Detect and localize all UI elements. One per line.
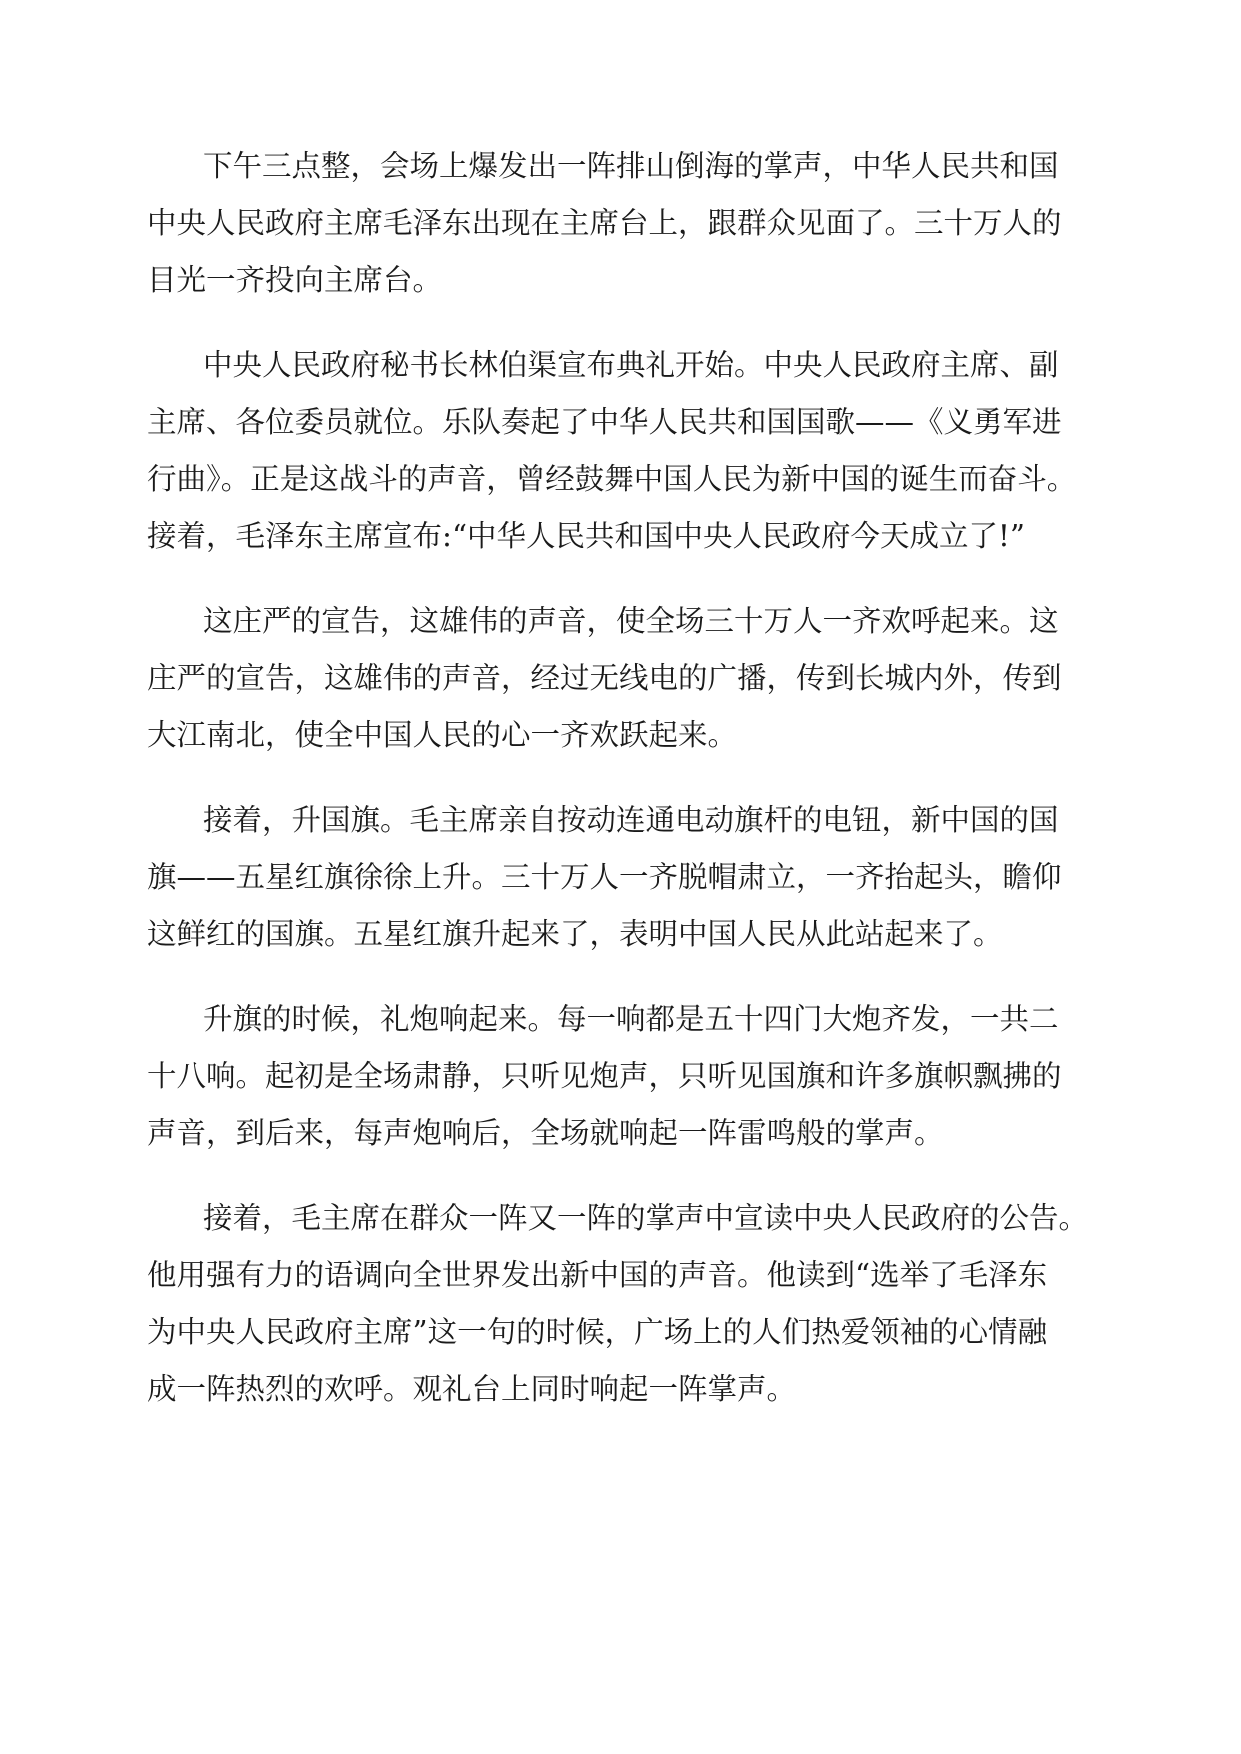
paragraph-6-line-3: 为中央人民政府主席”这一句的时候，广场上的人们热爱领袖的心情融	[147, 1315, 1048, 1349]
paragraph-6-line-4: 成一阵热烈的欢呼。观礼台上同时响起一阵掌声。	[147, 1372, 797, 1406]
paragraph-1-line-1: 下午三点整，会场上爆发出一阵排山倒海的掌声，中华人民共和国	[203, 149, 1059, 183]
paragraph-2-line-3: 行曲》。正是这战斗的声音，曾经鼓舞中国人民为新中国的诞生而奋斗。	[147, 462, 1077, 496]
paragraph-3-line-1: 这庄严的宣告，这雄伟的声音，使全场三十万人一齐欢呼起来。这	[203, 604, 1059, 638]
paragraph-1-line-3: 目光一齐投向主席台。	[147, 263, 443, 297]
paragraph-2-line-1: 中央人民政府秘书长林伯渠宣布典礼开始。中央人民政府主席、副	[203, 348, 1059, 382]
paragraph-3-line-2: 庄严的宣告，这雄伟的声音，经过无线电的广播，传到长城内外，传到	[147, 661, 1062, 695]
paragraph-6-line-1: 接着，毛主席在群众一阵又一阵的掌声中宣读中央人民政府的公告。	[203, 1201, 1089, 1235]
paragraph-5-line-2: 十八响。起初是全场肃静，只听见炮声，只听见国旗和许多旗帜飘拂的	[147, 1059, 1062, 1093]
paragraph-4-line-1: 接着，升国旗。毛主席亲自按动连通电动旗杆的电钮，新中国的国	[203, 803, 1059, 837]
paragraph-1-line-2: 中央人民政府主席毛泽东出现在主席台上，跟群众见面了。三十万人的	[147, 206, 1062, 240]
paragraph-2-line-4: 接着，毛泽东主席宣布:“中华人民共和国中央人民政府今天成立了!”	[147, 519, 1025, 553]
paragraph-4-line-3: 这鲜红的国旗。五星红旗升起来了，表明中国人民从此站起来了。	[147, 917, 1003, 951]
paragraph-4-line-2: 旗——五星红旗徐徐上升。三十万人一齐脱帽肃立，一齐抬起头，瞻仰	[147, 860, 1062, 894]
paragraph-5-line-1: 升旗的时候，礼炮响起来。每一响都是五十四门大炮齐发，一共二	[203, 1002, 1059, 1036]
paragraph-5-line-3: 声音，到后来，每声炮响后，全场就响起一阵雷鸣般的掌声。	[147, 1116, 944, 1150]
paragraph-6-line-2: 他用强有力的语调向全世界发出新中国的声音。他读到“选举了毛泽东	[147, 1258, 1048, 1292]
paragraph-3-line-3: 大江南北，使全中国人民的心一齐欢跃起来。	[147, 718, 738, 752]
paragraph-2-line-2: 主席、各位委员就位。乐队奏起了中华人民共和国国歌——《义勇军进	[147, 405, 1062, 439]
